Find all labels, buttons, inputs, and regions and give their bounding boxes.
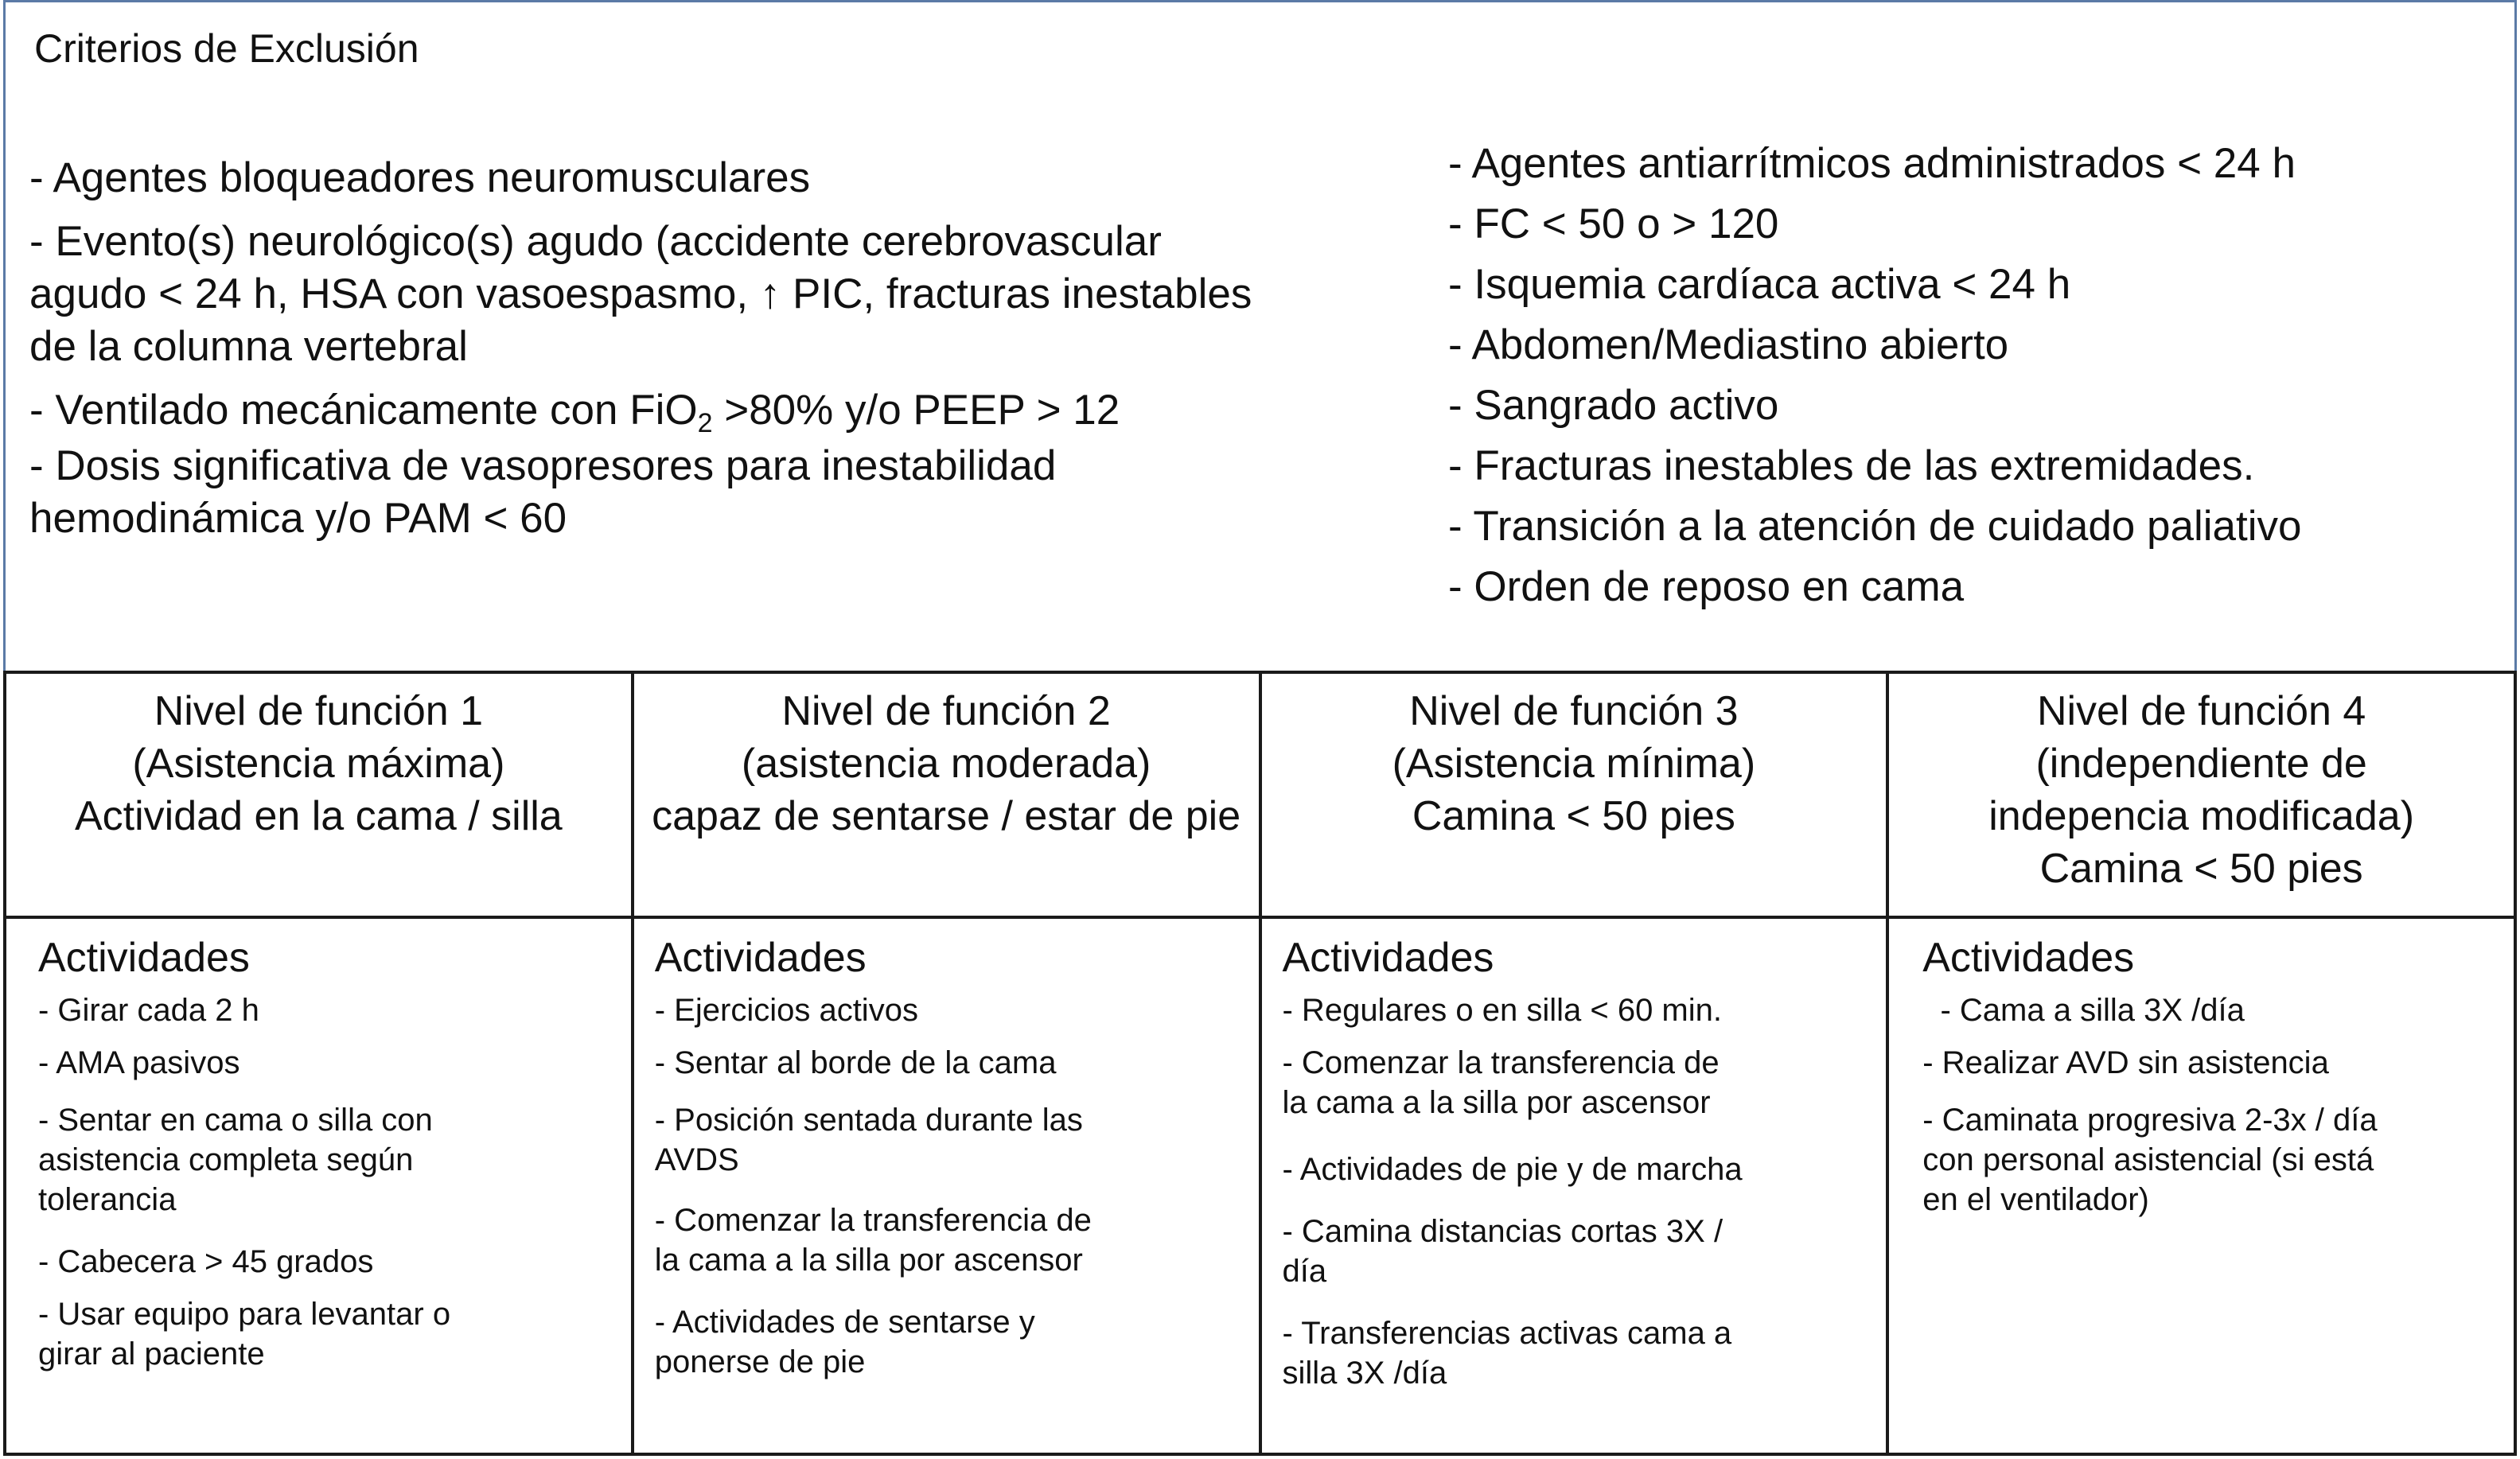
level-2-activity: capaz de sentarse / estar de pie xyxy=(652,793,1241,839)
exclusion-item: - Transición a la atención de cuidado paliativo xyxy=(1448,503,2302,550)
exclusion-item: - Sangrado activo xyxy=(1448,382,1779,429)
exclusion-criteria-panel xyxy=(3,0,2517,672)
level-4-title: Nivel de función 4 xyxy=(2036,688,2366,734)
level-4-activities xyxy=(1887,917,2515,1454)
activity-item: - Posición sentada durante las AVDS xyxy=(654,1103,1083,1177)
activities-heading: Actividades xyxy=(1282,935,1494,981)
activity-item: - AMA pasivos xyxy=(38,1045,240,1080)
activity-item: - Camina distancias cortas 3X / día xyxy=(1282,1214,1723,1289)
level-1-assistance: (Asistencia máxima) xyxy=(132,741,505,787)
activity-item: - Caminata progresiva 2-3x / día con personal asistencial (si está en el ventilador) xyxy=(1922,1103,2378,1217)
exclusion-item: - Abdomen/Mediastino abierto xyxy=(1448,321,2009,368)
levels-activities-row xyxy=(5,917,2515,1454)
level-3-activities xyxy=(1260,917,1888,1454)
activity-item: - Comenzar la transferencia de la cama a la silla por ascensor xyxy=(1282,1045,1720,1120)
activity-item: - Sentar en cama o silla con asistencia completa según tolerancia xyxy=(38,1103,433,1217)
activity-item: - Girar cada 2 h xyxy=(38,993,259,1028)
activities-heading: Actividades xyxy=(38,935,250,981)
level-4-header xyxy=(1887,672,2515,917)
level-3-assistance: (Asistencia mínima) xyxy=(1392,741,1756,787)
activity-item: - Regulares o en silla < 60 min. xyxy=(1282,993,1722,1028)
exclusion-item: - Orden de reposo en cama xyxy=(1448,563,1965,610)
activity-item: - Comenzar la transferencia de la cama a la silla por ascensor xyxy=(654,1203,1092,1278)
activity-item: - Actividades de sentarse y ponerse de pie xyxy=(654,1305,1035,1379)
level-2-activities xyxy=(633,917,1260,1454)
level-4-assistance-cont: indepencia modificada) xyxy=(1988,793,2415,839)
function-levels-table xyxy=(3,671,2517,1456)
level-1-activity: Actividad en la cama / silla xyxy=(75,793,563,839)
exclusion-left-column xyxy=(29,152,1271,553)
activity-item: - Cama a silla 3X /día xyxy=(1922,993,2245,1028)
subscript-2: 2 xyxy=(697,408,713,438)
level-4-assistance: (independiente de xyxy=(2035,741,2367,787)
activity-item: - Transferencias activas cama a silla 3X /día xyxy=(1282,1316,1732,1391)
activity-item: - Realizar AVD sin asistencia xyxy=(1922,1045,2329,1080)
exclusion-item: - Agentes antiarrítmicos administrados < 24 h xyxy=(1448,140,2296,187)
activity-item: - Sentar al borde de la cama xyxy=(654,1045,1057,1080)
level-2-header xyxy=(633,672,1260,917)
exclusion-right-column xyxy=(1448,138,2499,621)
activity-item: - Actividades de pie y de marcha xyxy=(1282,1152,1743,1187)
activities-heading: Actividades xyxy=(1922,935,2135,981)
level-3-header xyxy=(1260,672,1888,917)
level-1-title: Nivel de función 1 xyxy=(154,688,484,734)
levels-header-row xyxy=(5,672,2515,917)
exclusion-item: - Isquemia cardíaca activa < 24 h xyxy=(1448,261,2071,308)
exclusion-item: - FC < 50 o > 120 xyxy=(1448,200,1779,247)
level-1-activities xyxy=(5,917,633,1454)
level-3-activity: Camina < 50 pies xyxy=(1412,793,1735,839)
activity-item: - Usar equipo para levantar o girar al paciente xyxy=(38,1297,451,1371)
exclusion-item: - Evento(s) neurológico(s) agudo (accidente cerebrovascular agudo < 24 h, HSA con vasoespasmo, ↑ PIC, fracturas inestables de la columna vertebral xyxy=(29,218,1252,370)
ventilation-text: - Ventilado mecánicamente con FiO xyxy=(29,387,698,434)
level-3-title: Nivel de función 3 xyxy=(1409,688,1739,734)
activities-heading: Actividades xyxy=(654,935,867,981)
exclusion-item: - Dosis significativa de vasopresores para inestabilidad hemodinámica y/o PAM < 60 xyxy=(29,442,1057,542)
exclusion-item-ventilation xyxy=(29,384,1271,437)
level-4-activity: Camina < 50 pies xyxy=(2039,846,2363,892)
level-2-title: Nivel de función 2 xyxy=(781,688,1111,734)
activity-item: - Cabecera > 45 grados xyxy=(38,1244,374,1279)
ventilation-text-rest: >80% y/o PEEP > 12 xyxy=(712,387,1120,434)
activity-item: - Ejercicios activos xyxy=(654,993,918,1028)
exclusion-title: Criterios de Exclusión xyxy=(34,26,419,71)
level-1-header xyxy=(5,672,633,917)
level-2-assistance: (asistencia moderada) xyxy=(741,741,1151,787)
exclusion-item: - Fracturas inestables de las extremidades. xyxy=(1448,442,2255,489)
exclusion-item: - Agentes bloqueadores neuromusculares xyxy=(29,154,811,201)
